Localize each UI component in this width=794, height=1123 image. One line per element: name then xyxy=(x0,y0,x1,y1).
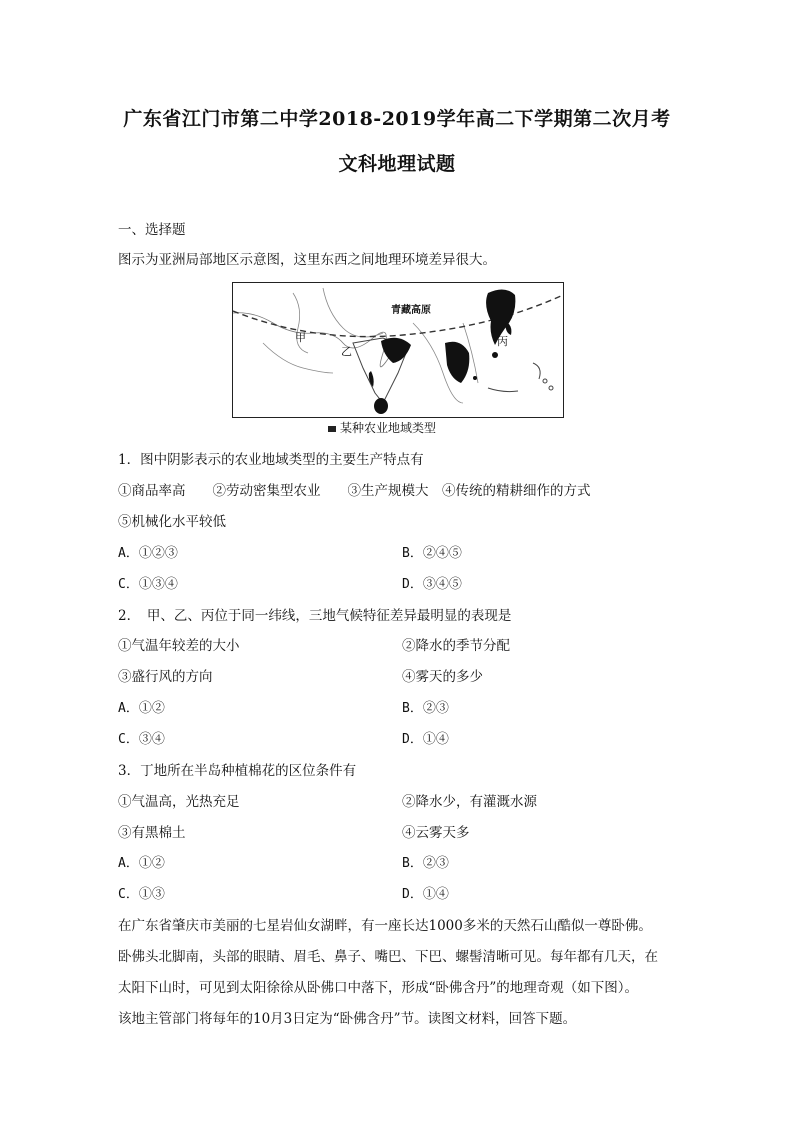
q1-options-line1: ①商品率高 ②劳动密集型农业 ③生产规模大 ④传统的精耕细作的方式 xyxy=(118,483,591,499)
section-heading: 一、选择题 xyxy=(118,222,186,238)
page-title-line1: 广东省江门市第二中学2018-2019学年高二下学期第二次月考 xyxy=(123,108,671,130)
passage-line2: 卧佛头北脚南，头部的眼睛、眉毛、鼻子、嘴巴、下巴、螺髻清晰可见。每年都有几天，在 xyxy=(118,949,658,965)
q2-choice-c: C．③④ xyxy=(118,732,165,747)
legend-swatch-icon xyxy=(328,426,336,432)
q1-stem: 1．图中阴影表示的农业地域类型的主要生产特点有 xyxy=(118,452,424,468)
map-label-yi: 乙 xyxy=(341,345,352,358)
q3-stem: 3．丁地所在半岛种植棉花的区位条件有 xyxy=(118,763,357,779)
map-caption-text: 某种农业地域类型 xyxy=(340,421,437,435)
q1-choice-b: B．②④⑤ xyxy=(402,546,462,561)
q1-choice-c: C．①③④ xyxy=(118,577,178,592)
passage-line3: 太阳下山时，可见到太阳徐徐从卧佛口中落下，形成“卧佛含丹”的地理奇观（如下图）。 xyxy=(118,980,639,996)
q2-option-3: ③盛行风的方向 xyxy=(118,669,213,685)
q1-options-line2: ⑤机械化水平较低 xyxy=(118,514,226,530)
passage-line4: 该地主管部门将每年的10月3日定为“卧佛含丹”节。读图文材料，回答下题。 xyxy=(118,1011,577,1027)
asia-map-figure xyxy=(232,282,564,418)
q3-option-4: ④云雾天多 xyxy=(402,825,470,841)
map-label-bing: 丙 xyxy=(497,335,508,348)
intro-text: 图示为亚洲局部地区示意图，这里东西之间地理环境差异很大。 xyxy=(118,252,496,268)
shaded-region-srilanka xyxy=(374,398,388,414)
asia-map-svg xyxy=(233,283,563,417)
map-caption xyxy=(328,419,436,436)
q2-option-2: ②降水的季节分配 xyxy=(402,638,510,654)
q2-option-4: ④雾天的多少 xyxy=(402,669,483,685)
q2-stem: 2． 甲、乙、丙位于同一纬线，三地气候特征差异最明显的表现是 xyxy=(118,608,512,624)
q3-choice-a: A．①② xyxy=(118,856,165,871)
map-label-tibet: 青藏高原 xyxy=(391,305,431,316)
map-label-jia: 甲 xyxy=(295,331,306,344)
q3-choice-d: D．①④ xyxy=(402,887,449,902)
q3-choice-c: C．①③ xyxy=(118,887,165,902)
q3-option-1: ①气温高，光热充足 xyxy=(118,794,240,810)
q3-option-2: ②降水少，有灌溉水源 xyxy=(402,794,537,810)
q2-choice-a: A．①② xyxy=(118,701,165,716)
passage-line1: 在广东省肇庆市美丽的七星岩仙女湖畔，有一座长达1000多米的天然石山酷似一尊卧佛。 xyxy=(118,918,652,934)
q1-choice-a: A．①②③ xyxy=(118,546,178,561)
q2-option-1: ①气温年较差的大小 xyxy=(118,638,240,654)
q3-choice-b: B．②③ xyxy=(402,856,449,871)
q1-choice-d: D．③④⑤ xyxy=(402,577,462,592)
shaded-region-indochina xyxy=(445,342,469,383)
page-title-line2: 文科地理试题 xyxy=(338,153,456,175)
q2-choice-d: D．①④ xyxy=(402,732,449,747)
q2-choice-b: B．②③ xyxy=(402,701,449,716)
q3-option-3: ③有黑棉土 xyxy=(118,825,186,841)
shaded-region-ganges xyxy=(381,338,411,363)
